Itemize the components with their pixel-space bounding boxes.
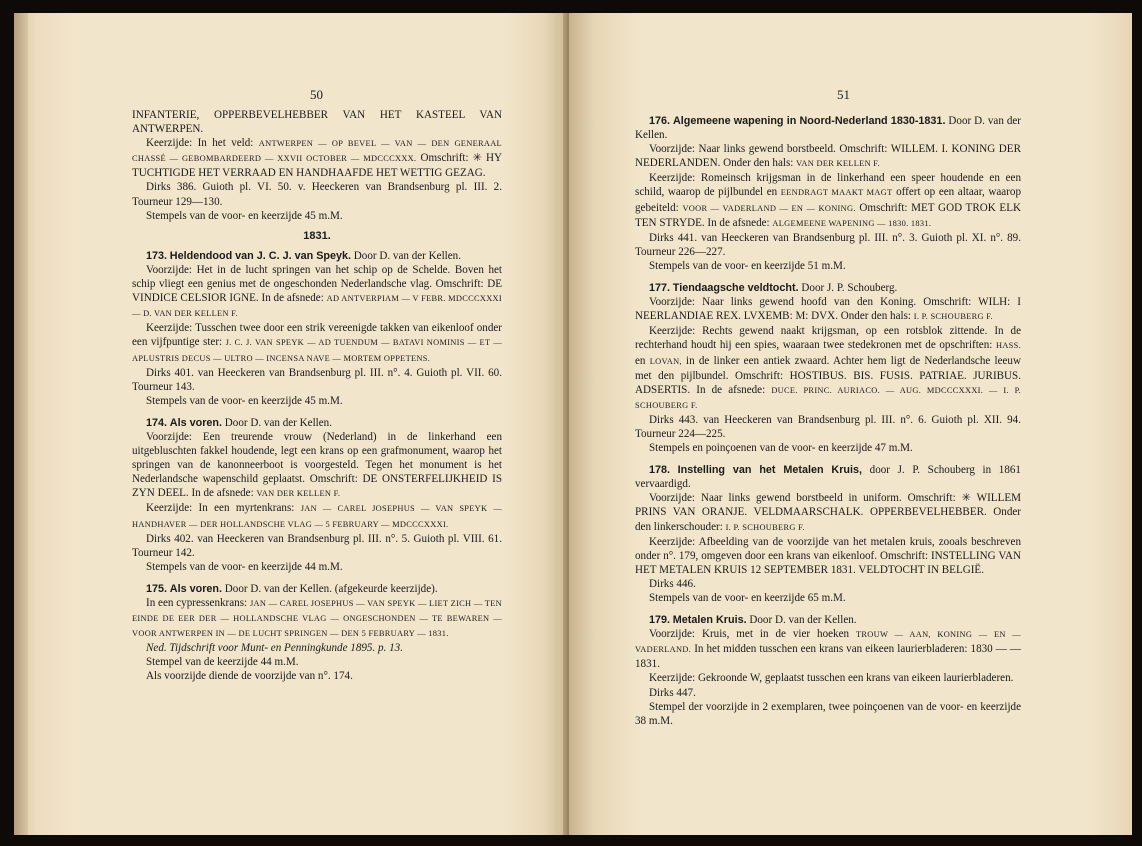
intro-dirks: Dirks 386. Guioth pl. VI. 50. v. Heeckeren van Brandsenburg pl. III. 2. Tourneur 129—130. (132, 181, 502, 208)
entry-174-keerzijde: Keerzijde: In een myrtenkrans: JAN — CAREL JOSEPHUS — VAN SPEYK — HANDHAVER — DER HOLLANDSCHE VLAG — 5 FEBRUARY — MDCCCXXXI. (132, 502, 502, 529)
page-number-right: 51 (837, 87, 850, 102)
entry-176-dirks: Dirks 441. van Heeckeren van Brandsenburg pl. III. n°. 3. Guioth pl. XI. n°. 89. Tourneur 226—227. (635, 231, 1021, 258)
entry-174-voorzijde: Voorzijde: Een treurende vrouw (Nederland) in de linkerhand een uitgebluschten fakkel houdende, legt een krans op een grafmonument, waarop het springen van de kanonneerboot is voorgesteld. Tegen het monument is het Nederlandsche wapenschild geplaatst. Omschrift: DE ONSTERFELIJKHEID IS ZYN DEEL. In de afsnede: VAN DER KELLEN F. (132, 430, 502, 500)
entry-179-voorzijde: Voorzijde: Kruis, met in de vier hoeken TROUW — AAN, KONING — EN — VADERLAND. In het midden tusschen een krans van eikeen laurierbladeren: 1830 — — 1831. (635, 628, 1021, 671)
entry-175-heading: 175. Als voren. Door D. van der Kellen. (afgekeurde keerzijde). (146, 582, 438, 595)
page-number-left: 50 (310, 87, 323, 102)
entry-179-heading: 179. Metalen Kruis. Door D. van der Kellen. (649, 614, 857, 627)
entry-176-voorzijde: Voorzijde: Naar links gewend borstbeeld. Omschrift: WILLEM. I. KONING DER NEDERLANDEN. Onder den hals: VAN DER KELLEN F. (635, 143, 1021, 170)
entry-177-voorzijde: Voorzijde: Naar links gewend hoofd van den Koning. Omschrift: WILH: I NEERLANDIAE REX. LVXEMB: M: DVX. Onder den hals: I. P. SCHOUBERG F. (635, 296, 1021, 323)
entry-173-dirks: Dirks 401. van Heeckeren van Brandsenburg pl. III. n°. 4. Guioth pl. VII. 60. Tourneur 143. (132, 366, 502, 393)
entry-177-keerzijde: Keerzijde: Rechts gewend naakt krijgsman, op een rotsblok zittende. In de rechterhand houdt hij een spies, waaraan twee stedekronen met de opschriften: HASS. en LOVAN, in de linker een antiek zwaard. Achter hem ligt de Nederlandsche leeuw met den pijlbundel. Omschrift: HOSTIBUS. BIS. FUSIS. PATRIAE. JURIBUS. ADSERTIS. In de afsnede: DUCE. PRINC. AURIACO. — AUG. MDCCCXXXI. — I. P. SCHOUBERG F. (635, 325, 1021, 410)
entry-176-stempels: Stempels van de voor- en keerzijde 51 m.M. (649, 259, 846, 272)
left-text-column (132, 108, 502, 684)
right-page (569, 13, 1132, 835)
entry-173-voorzijde: Voorzijde: Het in de lucht springen van het schip op de Schelde. Boven het schip vliegt een genius met de ongeschonden Nederlandsche vlag. Omschrift: DE VINDICE CELSIOR IGNE. In de afsnede: AD ANTVERPIAM — V FEBR. MDCCCXXXI — D. VAN DER KELLEN F. (132, 263, 502, 319)
entry-178-dirks: Dirks 446. (649, 577, 696, 590)
entry-173-heading: 173. Heldendood van J. C. J. van Speyk. Door D. van der Kellen. (146, 249, 461, 262)
right-text-column (635, 114, 1021, 728)
entry-175-body: In een cypressenkrans: JAN — CAREL JOSEPHUS — VAN SPEYK — LIET ZICH — TEN EINDE DE EER DER — HOLLANDSCHE VLAG — ONGESCHONDEN — TE BEWAREN — VOOR ANTWERPEN IN — DE LUCHT SPRINGEN — DEN 5 FEBRUARY — 1831. (132, 597, 502, 639)
entry-174-stempels: Stempels van de voor- en keerzijde 44 m.M. (146, 560, 343, 573)
entry-178-heading: 178. Instelling van het Metalen Kruis, door J. P. Schouberg in 1861 vervaardigd. (635, 464, 1021, 491)
open-book (14, 13, 1132, 835)
entry-179-stempels: Stempel der voorzijde in 2 exemplaren, twee poinçoenen van de voor- en keerzijde 38 m.M. (635, 700, 1021, 727)
entry-176-keerzijde: Keerzijde: Romeinsch krijgsman in de linkerhand een speer houdende en een schild, waarop de pijlbundel en EENDRAGT MAAKT MAGT offert op een altaar, waarop gebeiteld: VOOR — VADERLAND — EN — KONING. Omschrift: MET GOD TROK ELK TEN STRYDE. In de afsnede: ALGEMEENE WAPENING — 1830. 1831. (635, 172, 1021, 229)
left-page-edge (14, 13, 28, 835)
entry-173-keerzijde: Keerzijde: Tusschen twee door een strik vereenigde takken van eikenloof onder een vijfpuntige ster: J. C. J. VAN SPEYK — AD TUENDUM — BATAVI NOMINIS — ET — APLUSTRIS DECUS — ULTRO — INCENSA NAVE — MORTEM OPPETENS. (132, 322, 502, 363)
left-page (14, 13, 569, 835)
entry-175-reference: Ned. Tijdschrift voor Munt- en Penningkunde 1895. p. 13. (146, 642, 403, 655)
entry-175-stempel: Stempel van de keerzijde 44 m.M. (146, 656, 299, 669)
entry-179-dirks: Dirks 447. (649, 686, 696, 699)
intro-stempels: Stempels van de voor- en keerzijde 45 m.M. (146, 209, 343, 222)
entry-175-note: Als voorzijde diende de voorzijde van n°. 174. (146, 670, 353, 683)
entry-178-stempels: Stempels van de voor- en keerzijde 65 m.M. (649, 592, 846, 604)
entry-178-keerzijde: Keerzijde: Afbeelding van de voorzijde van het metalen kruis, zooals beschreven onder n°. 179, omgeven door een krans van eikenloof. Omschrift: INSTELLING VAN HET METALEN KRUIS 12 SEPTEMBER 1831. VELDTOCHT IN BELGIË. (635, 535, 1021, 576)
entry-174-heading: 174. Als voren. Door D. van der Kellen. (146, 416, 332, 429)
entry-177-stempels: Stempels en poinçoenen van de voor- en keerzijde 47 m.M. (649, 442, 913, 455)
entry-173-stempels: Stempels van de voor- en keerzijde 45 m.M. (146, 394, 343, 407)
entry-174-dirks: Dirks 402. van Heeckeren van Brandsenburg pl. III. n°. 5. Guioth pl. VIII. 61. Tourneur 142. (132, 532, 502, 559)
entry-178-voorzijde: Voorzijde: Naar links gewend borstbeeld in uniform. Omschrift: ✳ WILLEM PRINS VAN ORANJE. VELDMAARSCHALK. OPPERBEVELHEBBER. Onder den linkerschouder: I. P. SCHOUBERG F. (635, 492, 1021, 533)
entry-177-dirks: Dirks 443. van Heeckeren van Brandsenburg pl. III. n°. 6. Guioth pl. XII. 94. Tourneur 224—225. (635, 413, 1021, 440)
year-heading: 1831. (303, 229, 331, 242)
entry-177-heading: 177. Tiendaagsche veldtocht. Door J. P. Schouberg. (649, 282, 898, 295)
entry-179-keerzijde: Keerzijde: Gekroonde W, geplaatst tusschen een krans van eikeen laurierbladeren. (649, 672, 1014, 685)
intro-keerzijde: Keerzijde: In het veld: ANTWERPEN — OP BEVEL — VAN — DEN GENERAAL CHASSÉ — GEBOMBARDEERD — XXVII OCTOBER — MDCCCXXX. Omschrift: ✳ HY TUCHTIGDE HET VERRAAD EN HANDHAAFDE HET WETTIG GEZAG. (132, 137, 503, 180)
entry-176-heading: 176. Algemeene wapening in Noord-Nederland 1830-1831. Door D. van der Kellen. (635, 115, 1021, 142)
intro-title-line: INFANTERIE, OPPERBEVELHEBBER VAN HET KASTEEL VAN ANTWERPEN. (132, 109, 502, 136)
